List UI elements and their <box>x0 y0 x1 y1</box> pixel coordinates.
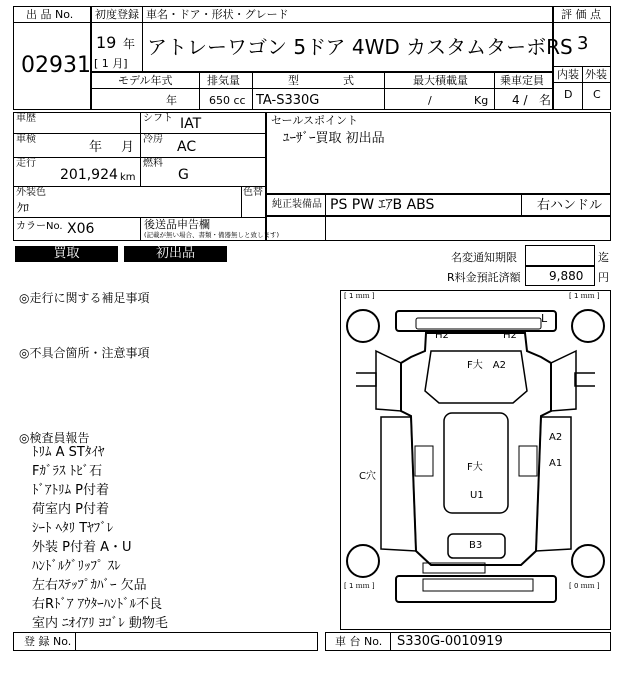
tire-front-left <box>347 310 379 342</box>
tire-front-right <box>572 310 604 342</box>
interior-grade: D <box>564 88 573 101</box>
windshield <box>425 351 527 403</box>
front-right-corner <box>575 373 595 386</box>
type-label: 型 式 <box>288 74 354 87</box>
registration-label: 登 録 No. <box>24 635 72 648</box>
name-change-unit: 迄 <box>598 251 609 264</box>
ac-label: 冷房 <box>143 134 163 145</box>
score-value: 3 <box>577 33 589 54</box>
car-name: アトレーワゴン 5ドア 4WD カスタムターボRS <box>147 35 573 59</box>
inspector-line: 室内 ﾆｵｲｱﾘ ﾖｺﾞﾚ 動物毛 <box>32 616 168 631</box>
front-left-corner <box>356 373 376 386</box>
tire-rl-depth: [ 1 ｍｍ ] <box>344 582 375 590</box>
lot-number-label: 出 品 No. <box>26 8 74 21</box>
type-value: TA-S330G <box>256 93 320 108</box>
fuel-label: 燃料 <box>143 158 163 169</box>
inspector-line: ﾄﾞｱﾄﾘﾑ P付着 <box>32 483 109 498</box>
name-change-label: 名変通知期限 <box>451 251 517 264</box>
interior-label: 内装 <box>557 68 579 81</box>
handle-value: 右ハンドル <box>537 198 603 213</box>
mark-c: C穴 <box>359 471 376 482</box>
exterior-grade: C <box>593 88 601 101</box>
name-change-box <box>525 245 595 266</box>
aftermarket-note: (記載が無い場合、書類・備器無しと致します) <box>144 231 280 239</box>
exterior-label: 外装 <box>585 68 607 81</box>
chassis-label: 車 台 No. <box>335 635 383 648</box>
capacity-label: 乗車定員 <box>500 74 544 87</box>
inspector-line: ｼｰﾄ ﾍﾀﾘ Tﾔﾌﾞﾚ <box>32 521 114 536</box>
tire-rear-right <box>572 545 604 577</box>
capacity-unit: 名 <box>539 93 552 107</box>
inspector-line: 荷室内 P付着 <box>32 502 109 517</box>
recycle-label: R料金預託済額 <box>447 271 521 284</box>
max-load-slash: / <box>428 94 432 107</box>
shift-label: シフト <box>143 113 173 124</box>
left-side-body <box>381 417 416 551</box>
genuine-equipment-value: PS PW ｴｱB ABS <box>330 197 435 213</box>
mileage-label: 走行 <box>16 158 36 169</box>
inspector-report-label: ◎検査員報告 <box>19 431 90 445</box>
front-bumper <box>396 311 556 331</box>
rear-step <box>423 579 533 591</box>
inspection-year-unit: 年 <box>89 140 103 155</box>
inspection-label: 車検 <box>16 134 36 145</box>
displacement-label: 排気量 <box>207 74 240 87</box>
chassis-number: S330G-0010919 <box>397 634 503 649</box>
model-year-unit: 年 <box>166 94 177 107</box>
inspector-line: ﾄﾘﾑ A STﾀｲﾔ <box>32 445 105 460</box>
fuel-value: G <box>178 167 189 183</box>
rear-bumper <box>396 576 556 602</box>
color-no-label: カラーNo. <box>16 221 63 232</box>
mark-side-a1: A1 <box>549 458 563 469</box>
left-window <box>415 446 433 476</box>
first-registration-label: 初度登録 <box>95 8 139 21</box>
sales-point-label: セールスポイント <box>271 114 359 127</box>
inspector-line: ﾊﾝﾄﾞﾙｸﾞﾘｯﾌﾟ ｽﾚ <box>32 559 121 574</box>
inspector-line: 左右ｽﾃｯﾌﾟｶﾊﾞｰ 欠品 <box>32 578 147 593</box>
mark-h2-left: H2 <box>435 330 449 341</box>
tire-fl-depth: [ 1 ｍｍ ] <box>344 292 375 300</box>
color-no-value: X06 <box>67 221 95 237</box>
max-load-unit: Kg <box>474 94 489 107</box>
inspector-line: 外装 P付着 A・U <box>32 540 132 555</box>
recycle-unit: 円 <box>598 271 609 284</box>
inspector-line: Fｶﾞﾗｽ ﾄﾋﾞ石 <box>32 464 103 479</box>
mark-rear-b: B3 <box>469 540 483 551</box>
tag-first-listing: 初出品 <box>124 246 227 262</box>
max-load-label: 最大積載量 <box>413 74 468 87</box>
capacity-value: 4 / <box>512 93 528 107</box>
left-side-panel <box>376 351 401 411</box>
aftermarket-label: 後送品申告欄 <box>144 218 210 231</box>
model-year-label: モデル年式 <box>118 74 173 87</box>
genuine-equipment-label: 純正装備品 <box>272 199 322 210</box>
first-registration-year: 19 <box>96 33 117 52</box>
first-registration-month: [ 1 月] <box>94 57 128 70</box>
mark-roof-u: U1 <box>470 490 484 501</box>
history-label: 車歴 <box>16 113 36 124</box>
exterior-color-label: 外装色 <box>16 187 46 198</box>
car-diagram-drawing <box>341 291 610 629</box>
mileage-value: 201,924 <box>60 167 118 183</box>
lot-number: 02931 <box>21 53 91 78</box>
inspector-line: 右Rﾄﾞｱ ｱｳﾀｰﾊﾝﾄﾞﾙ不良 <box>32 597 163 612</box>
recycle-value: 9,880 <box>549 269 584 283</box>
sales-point-value: ﾕｰｻﾞｰ買取 初出品 <box>283 131 385 146</box>
tag-buyback: 買取 <box>15 246 118 262</box>
exterior-color-value: ｸﾛ <box>17 201 30 215</box>
displacement-value: 650 cc <box>209 94 246 107</box>
mileage-unit: km <box>120 172 136 183</box>
tire-rear-left <box>347 545 379 577</box>
color-change-label: 色替 <box>243 187 263 198</box>
front-bumper-inner <box>416 318 541 329</box>
shift-value: IAT <box>180 116 202 132</box>
car-diagram <box>340 290 611 630</box>
right-side-panel <box>551 351 576 411</box>
tire-rr-depth: [ 0 ｍｍ ] <box>569 582 600 590</box>
inspection-month-unit: 月 <box>121 140 135 155</box>
mark-l: L <box>541 312 548 325</box>
driving-remarks-label: ◎走行に関する補足事項 <box>19 291 150 305</box>
mark-roof-f: F大 <box>467 462 483 473</box>
right-window <box>519 446 537 476</box>
car-name-label: 車名・ドア・形状・グレード <box>146 8 289 21</box>
mark-hood: F大 A2 <box>467 360 506 371</box>
mark-side-a2: A2 <box>549 432 563 443</box>
aftermarket-box <box>266 216 611 241</box>
ac-value: AC <box>177 139 197 155</box>
tire-fr-depth: [ 1 ｍｍ ] <box>569 292 600 300</box>
defects-label: ◎不具合箇所・注意事項 <box>19 346 150 360</box>
year-unit: 年 <box>123 37 136 51</box>
mark-h2-right: H2 <box>503 330 517 341</box>
score-label: 評 価 点 <box>561 8 601 21</box>
